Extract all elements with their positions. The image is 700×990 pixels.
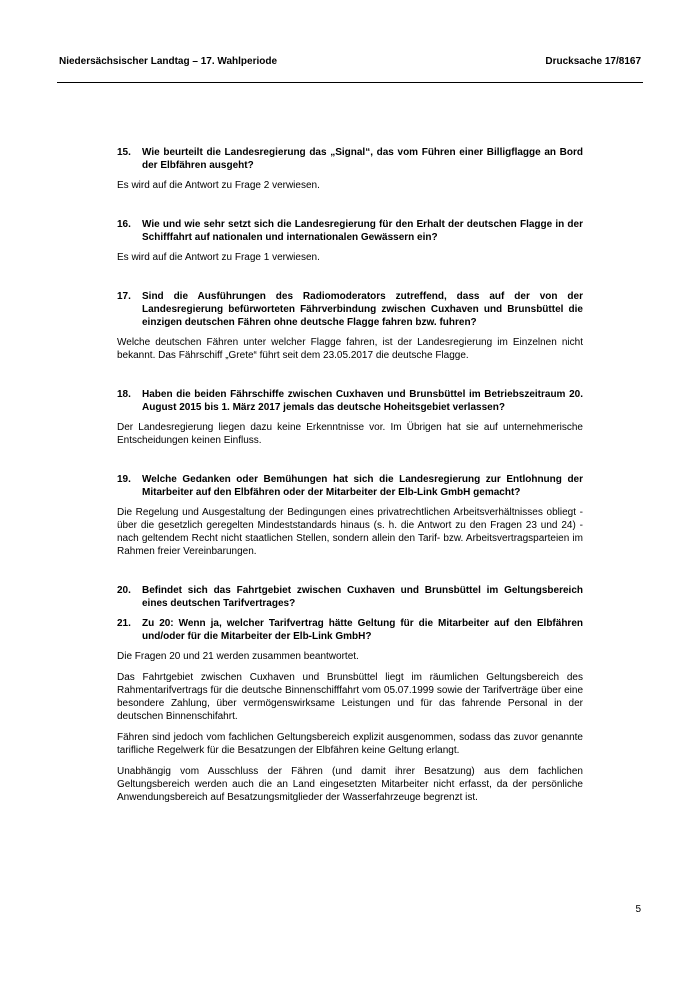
question-18 (117, 388, 583, 414)
qa-block-17 (117, 290, 583, 362)
header-divider (57, 82, 643, 83)
question-text: Zu 20: Wenn ja, welcher Tarifvertrag hätte Geltung für die Mitarbeiter auf den Elbfähren und/oder für die Mitarbeiter der Elb-Link GmbH? (142, 618, 583, 642)
question-text: Wie beurteilt die Landesregierung das „Signal“, das vom Führen einer Billigflagge an Bord der Elbfähren ausgeht? (142, 147, 583, 171)
answer-paragraph: Der Landesregierung liegen dazu keine Erkenntnisse vor. Im Übrigen hat sie auf unternehmerische Entscheidungen keinen Einfluss. (117, 422, 583, 446)
answer-paragraph: Unabhängig vom Ausschluss der Fähren (und damit ihrer Besatzung) aus dem fachlichen Geltungsbereich werden auch die an Land eingesetzten Mitarbeiter nicht erfasst, da der persönliche Anwendungsbereich auf Besatzungsmitglieder der Wasserfahrzeuge begrenzt ist. (117, 766, 583, 803)
answer-paragraph: Die Regelung und Ausgestaltung der Bedingungen eines privatrechtlichen Arbeitsverhältnisses obliegt - über die gesetzlich geregelten Mindeststandards hinaus (s. h. die Antwort zu den Fragen 23 und 24) - nach geltendem Recht nicht staatlichen Stellen, sondern allein den Tarif- bzw. Arbeitsvertragsparteien im Rahmen freier Vereinbarungen. (117, 507, 583, 557)
question-21 (117, 617, 583, 643)
page-header (59, 56, 641, 67)
qa-block-19 (117, 473, 583, 558)
header-title: Niedersächsischer Landtag – 17. Wahlperiode (59, 56, 278, 67)
question-number: 20. (117, 585, 131, 596)
page-number: 5 (635, 904, 641, 915)
question-19 (117, 473, 583, 499)
answer-paragraph: Es wird auf die Antwort zu Frage 2 verwiesen. (117, 180, 320, 191)
question-text: Haben die beiden Fährschiffe zwischen Cuxhaven und Brunsbüttel im Betriebszeitraum 20. August 2015 bis 1. März 2017 jemals das deutsche Hoheitsgebiet verlassen? (142, 389, 583, 413)
question-text: Welche Gedanken oder Bemühungen hat sich die Landesregierung zur Entlohnung der Mitarbeiter auf den Elbfähren oder der Mitarbeiter der Elb-Link GmbH gemacht? (142, 474, 583, 498)
question-number: 17. (117, 291, 131, 302)
question-16 (117, 218, 583, 244)
question-number: 21. (117, 618, 131, 629)
question-15 (117, 146, 583, 172)
question-text: Wie und wie sehr setzt sich die Landesregierung für den Erhalt der deutschen Flagge in der Schifffahrt auf nationalen und internationalen Gewässern ein? (142, 219, 583, 243)
question-number: 15. (117, 147, 131, 158)
document-body (117, 146, 583, 804)
question-text: Sind die Ausführungen des Radiomoderators zutreffend, dass auf der von der Landesregierung befürworteten Fährverbindung zwischen Cuxhaven und Brunsbüttel die einzigen deutschen Fähren ohne deutsche Flagge fahren bzw. fuhren? (142, 291, 583, 328)
question-17 (117, 290, 583, 329)
qa-block-16 (117, 218, 583, 264)
answer-paragraph: Das Fahrtgebiet zwischen Cuxhaven und Brunsbüttel liegt im räumlichen Geltungsbereich des Rahmentarifvertrags für die deutsche Binnenschifffahrt vom 05.07.1999 sowie der Tarifverträge über eine besondere Zahlung, über vermögenswirksame Leistungen und für das fahrende Personal in der deutschen Binnenschifahrt. (117, 672, 583, 722)
question-number: 19. (117, 474, 131, 485)
question-text: Befindet sich das Fahrtgebiet zwischen Cuxhaven und Brunsbüttel im Geltungsbereich eines deutschen Tarifvertrages? (142, 585, 583, 609)
question-20 (117, 584, 583, 610)
answer-paragraph: Die Fragen 20 und 21 werden zusammen beantwortet. (117, 651, 359, 662)
answer-paragraph: Fähren sind jedoch vom fachlichen Geltungsbereich explizit ausgenommen, sodass das zuvor genannte tarifliche Regelwerk für die Besatzungen der Elbfähren keine Geltung erlangt. (117, 732, 583, 756)
answer-paragraph: Welche deutschen Fähren unter welcher Flagge fahren, ist der Landesregierung im Einzelnen nicht bekannt. Das Fährschiff „Grete“ führt seit dem 23.05.2017 die deutsche Flagge. (117, 337, 583, 361)
qa-block-15 (117, 146, 583, 192)
question-number: 18. (117, 389, 131, 400)
qa-block-20-21 (117, 584, 583, 804)
question-number: 16. (117, 219, 131, 230)
qa-block-18 (117, 388, 583, 447)
answer-paragraph: Es wird auf die Antwort zu Frage 1 verwiesen. (117, 252, 320, 263)
header-drucksache: Drucksache 17/8167 (545, 56, 641, 67)
